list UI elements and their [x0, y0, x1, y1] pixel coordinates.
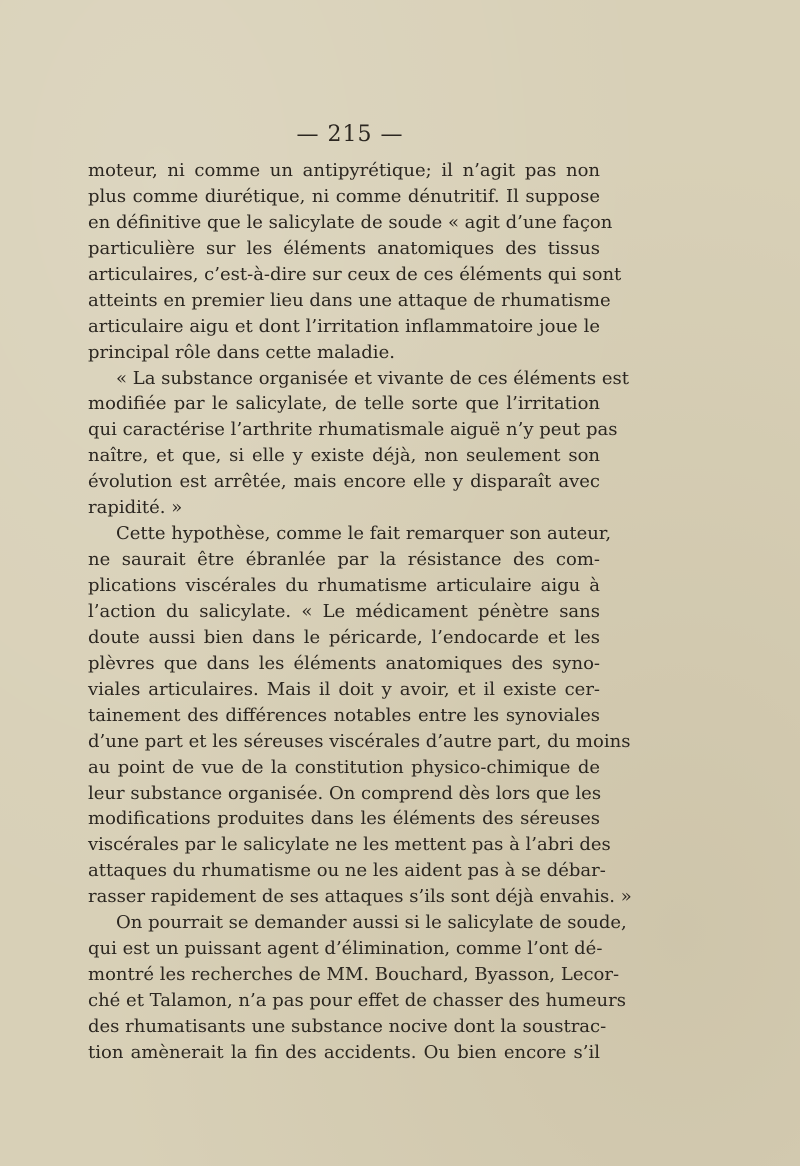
text-line: évolution est arrêtée, mais encore elle y disparaît avec [88, 471, 600, 493]
text-line: viscérales par le salicylate ne les mettent pas à l’abri des [88, 834, 611, 856]
text-line: d’une part et les séreuses viscérales d’autre part, du moins [88, 730, 631, 752]
text-line: des rhumatisants une substance nocive dont la soustrac- [88, 1015, 607, 1037]
text-line: attaques du rhumatisme ou ne les aident pas à se débar- [88, 860, 606, 882]
text-line: ne saurait être ébranlée par la résistance des com- [88, 549, 600, 571]
text-line: leur substance organisée. On comprend dès lors que les [88, 782, 602, 804]
text-line: plèvres que dans les éléments anatomiques des syno- [88, 652, 600, 674]
text-line: articulaire aigu et dont l’irritation inflammatoire joue le [88, 315, 600, 337]
text-line: rapidité. » [88, 497, 183, 519]
text-line: au point de vue de la constitution physico-chimique de [88, 756, 600, 778]
text-line: l’action du salicylate. « Le médicament pénètre sans [88, 600, 600, 622]
text-line: tion amènerait la fin des accidents. Ou bien encore s’il [88, 1041, 600, 1063]
text-line: modifications produites dans les éléments des séreuses [88, 808, 600, 830]
text-line: ché et Talamon, n’a pas pour effet de chasser des humeurs [88, 990, 626, 1011]
text-line: atteints en premier lieu dans une attaque de rhumatisme [88, 289, 611, 311]
text-line: doute aussi bien dans le péricarde, l’endocarde et les [88, 626, 600, 648]
text-line: « La substance organisée et vivante de ces éléments est [116, 367, 629, 389]
text-line: naître, et que, si elle y existe déjà, non seulement son [88, 445, 600, 467]
text-line: modifiée par le salicylate, de telle sorte que l’irritation [88, 393, 600, 415]
body-text [88, 158, 632, 1066]
text-line: moteur, ni comme un antipyrétique; il n’agit pas non [88, 160, 600, 181]
text-line: tainement des différences notables entre les synoviales [88, 704, 600, 726]
text-line: viales articulaires. Mais il doit y avoir, et il existe cer- [88, 678, 600, 700]
text-line: plus comme diurétique, ni comme dénutritif. Il suppose [88, 185, 600, 207]
text-line: montré les recherches de MM. Bouchard, Byasson, Lecor- [88, 964, 620, 986]
text-line: qui est un puissant agent d’élimination, comme l’ont dé- [88, 938, 603, 960]
text-line: particulière sur les éléments anatomiques des tissus [88, 237, 600, 259]
page-number: — 215 — [296, 122, 404, 147]
text-line: principal rôle dans cette maladie. [88, 341, 395, 363]
text-line: rasser rapidement de ses attaques s’ils sont déjà envahis. » [88, 886, 632, 908]
text-line: articulaires, c’est-à-dire sur ceux de ces éléments qui sont [88, 263, 622, 285]
text-line: qui caractérise l’arthrite rhumatismale aiguë n’y peut pas [88, 419, 618, 441]
text-line: en définitive que le salicylate de soude « agit d’une façon [88, 211, 613, 233]
text-line: On pourrait se demander aussi si le salicylate de soude, [116, 912, 627, 934]
text-line: plications viscérales du rhumatisme articulaire aigu à [88, 575, 600, 596]
text-line: Cette hypothèse, comme le fait remarquer son auteur, [116, 523, 612, 545]
